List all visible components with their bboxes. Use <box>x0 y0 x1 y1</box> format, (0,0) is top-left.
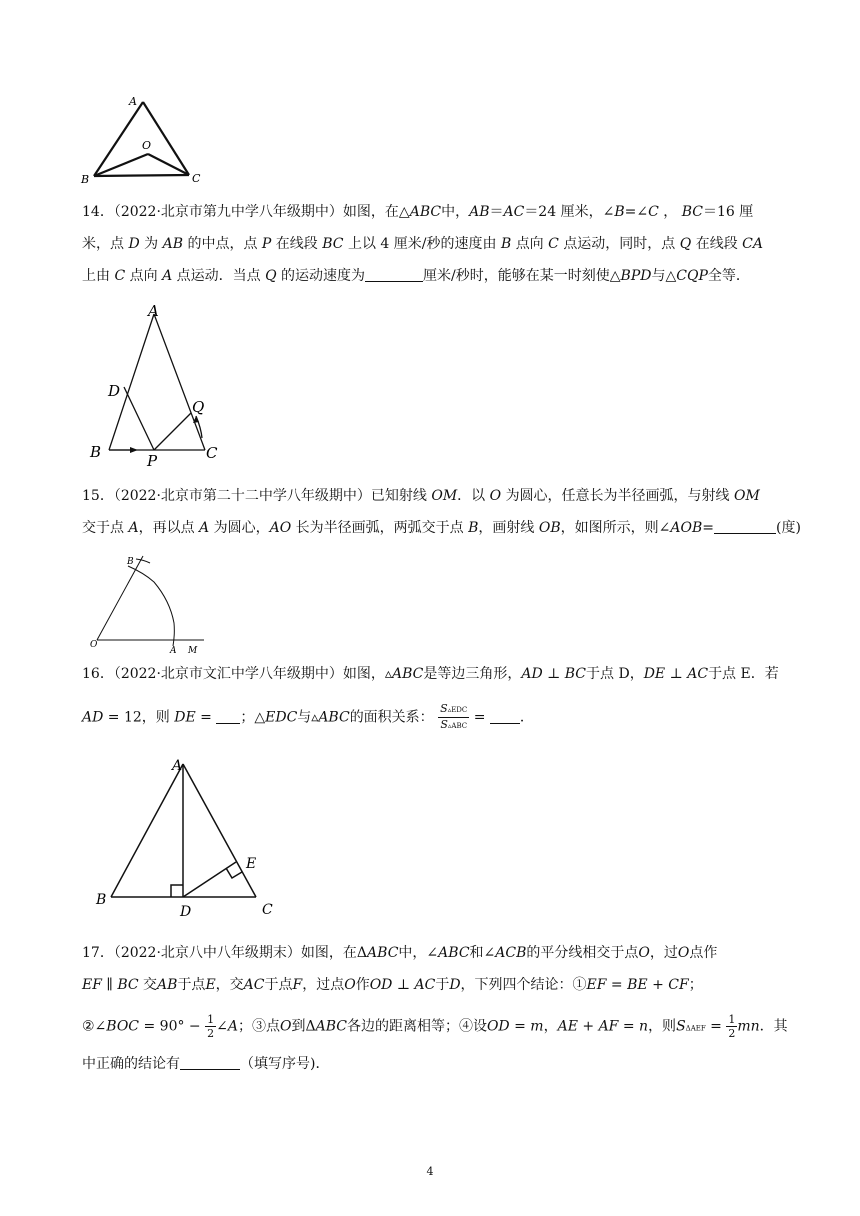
question-number: 17． <box>82 945 114 961</box>
q16-line-2: AD = 12，则 DE = ；△EDC与▵ABC的面积关系： $\frac{\text{S▵EDC}}{\text{S▵ABC}}$ = ． <box>82 702 534 731</box>
label-c: C <box>206 444 218 462</box>
question-number: 16． <box>82 666 114 682</box>
q17-line-1: 17．（2022·北京八中八年级期末）如图，在ΔABC中，∠ABC和∠ACB的平分线相交于点O，过O点作 <box>82 945 718 961</box>
label-b: B <box>127 557 134 567</box>
answer-blank[interactable] <box>180 1055 240 1070</box>
question-source: （2022·北京市第九中学八年级期中） <box>113 204 343 220</box>
question-number: 15． <box>82 488 114 504</box>
answer-blank[interactable] <box>365 267 423 282</box>
answer-blank[interactable] <box>490 709 520 724</box>
label-a: A <box>170 646 177 656</box>
label-q: Q <box>192 398 205 416</box>
label-b: B <box>96 892 107 908</box>
label-b: B <box>90 443 102 461</box>
q14-line-1: 14．（2022·北京市第九中学八年级期中）如图，在△ABC中，AB＝AC＝24 厘米，∠B=∠C ， BC＝16 厘 <box>82 204 754 220</box>
q17-line-4: 中正确的结论有 （填写序号)． <box>82 1056 330 1072</box>
page-number: 4 <box>426 1165 434 1178</box>
label-a: A <box>129 95 137 108</box>
q14-line-2: 米，点 D 为 AB 的中点，点 P 在线段 BC 上以 4 厘米/秒的速度由 B 点向 C 点运动，同时，点 Q 在线段 CA <box>82 236 763 252</box>
question-source: （2022·北京市第二十二中学八年级期中） <box>113 488 371 504</box>
figure-q14-triangle <box>84 300 234 468</box>
q16-line-1: 16．（2022·北京市文汇中学八年级期中）如图，▵ABC是等边三角形，AD ⊥ BC于点 D，DE ⊥ AC于点 E．若 <box>82 666 779 682</box>
q15-line-2: 交于点 A，再以点 A 为圆心，AO 长为半径画弧，两弧交于点 B，画射线 OB，如图所示，则∠AOB= (度) <box>82 520 801 536</box>
figure-triangle-abc-o <box>78 92 208 187</box>
half-fraction: $\frac{1}{2}$ <box>728 1013 736 1040</box>
question-source: （2022·北京市文汇中学八年级期中） <box>113 666 343 682</box>
q15-line-1: 15．（2022·北京市第二十二中学八年级期中）已知射线 OM．以 O 为圆心，任意长为半径画弧，与射线 OM <box>82 488 760 504</box>
q14-line-3: 上由 C 点向 A 点运动．当点 Q 的运动速度为 厘米/秒时，能够在某一时刻使△BPD与△CQP全等． <box>82 268 750 284</box>
label-o: O <box>142 139 152 152</box>
label-d: D <box>108 382 121 400</box>
figure-q16-equilateral <box>90 752 290 920</box>
q17-line-2: EF ∥ BC 交AB于点E，交AC于点F，过点O作OD ⊥ AC于D，下列四个结论：①EF = BE + CF； <box>82 977 703 993</box>
figure-q15-angle <box>84 546 214 656</box>
half-fraction: $\frac{1}{2}$ <box>207 1013 215 1040</box>
question-number: 14． <box>82 204 114 220</box>
label-p: P <box>147 452 158 468</box>
label-m: M <box>188 646 198 656</box>
label-b: B <box>81 173 90 186</box>
answer-blank[interactable] <box>216 709 240 724</box>
label-d: D <box>180 904 192 920</box>
label-c: C <box>192 172 201 185</box>
answer-blank[interactable] <box>714 519 776 534</box>
label-e: E <box>246 856 257 872</box>
label-o: O <box>90 640 98 650</box>
label-a: A <box>172 758 183 774</box>
label-c: C <box>262 902 273 918</box>
label-a: A <box>148 302 159 320</box>
q17-line-3: ②∠BOC = 90° − $\frac{1}{2}$ ∠A；③点O到ΔABC各边的距离相等；④设OD = m，AE + AF = n，则SΔAEF = $\frac{1}{2}$ mn．其 <box>82 1013 788 1040</box>
question-source: （2022·北京八中八年级期末） <box>113 945 301 961</box>
area-ratio-fraction: $\frac{\text{S▵EDC}}{\text{S▵ABC}}$ <box>440 702 468 731</box>
